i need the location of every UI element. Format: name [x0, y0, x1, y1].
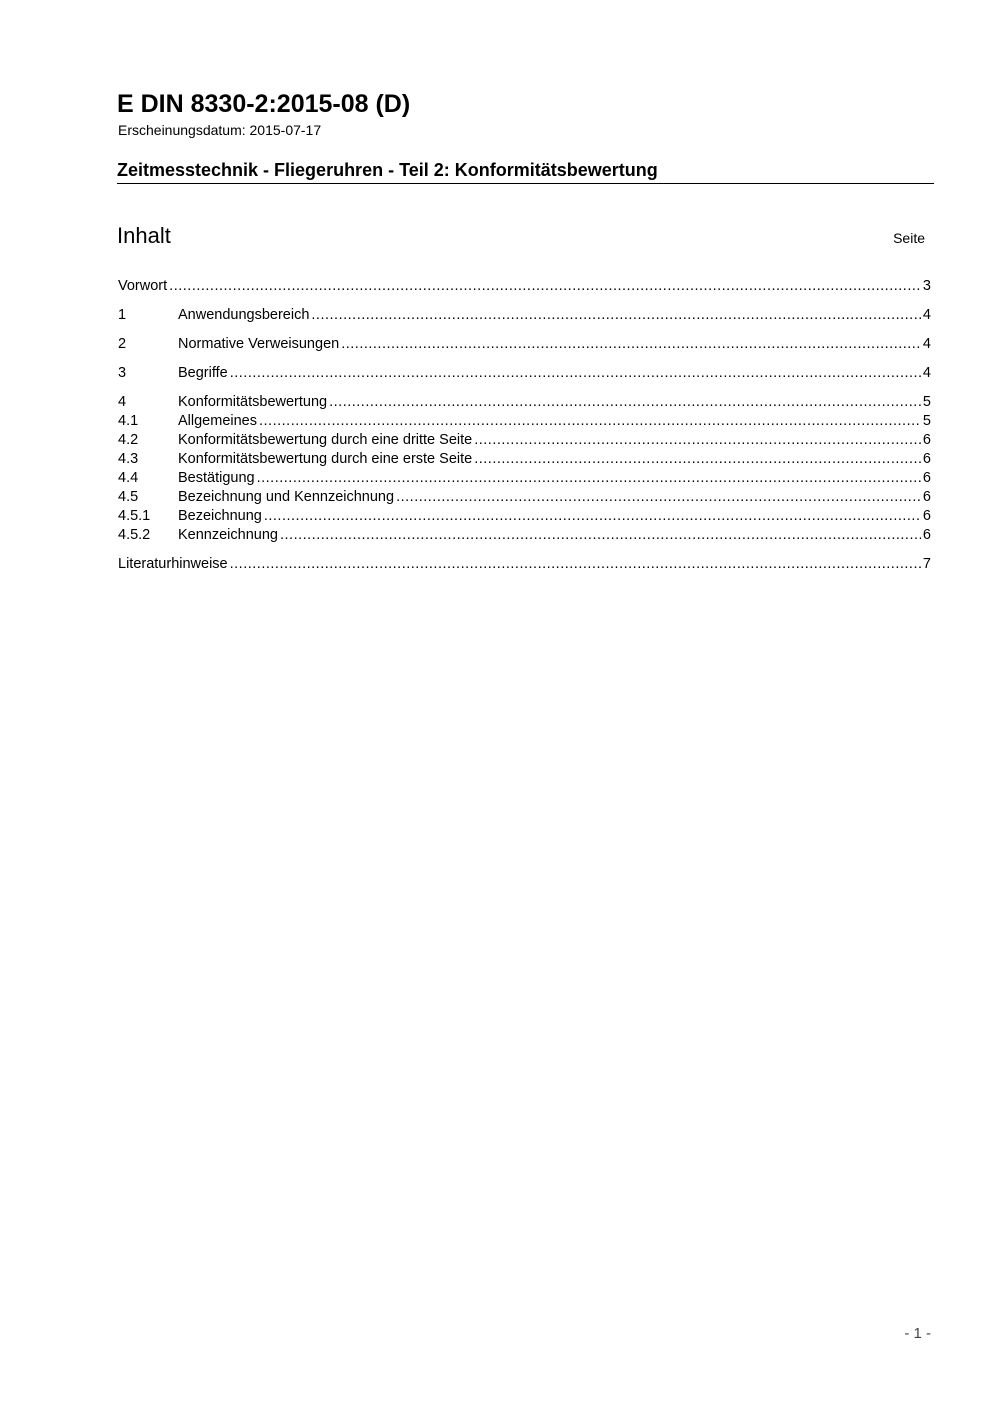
toc-entry-label: Normative Verweisungen: [178, 336, 340, 352]
toc-entry-3[interactable]: [118, 364, 931, 383]
toc-entry-number: 4.5.1: [118, 508, 151, 524]
toc-entry-page: 5: [922, 394, 931, 410]
toc-entry-literaturhinweise[interactable]: [118, 555, 931, 574]
toc-dot-leader: [396, 488, 921, 507]
toc-heading: Inhalt: [117, 223, 171, 248]
toc-entry-number: 1: [118, 307, 127, 323]
toc-dot-leader: [169, 277, 921, 296]
toc-entry-4-1[interactable]: [118, 412, 931, 431]
toc-entry-number: 4.5.2: [118, 527, 151, 543]
toc-dot-leader: [264, 507, 921, 526]
toc-entry-number: 4.2: [118, 432, 139, 448]
toc-dot-leader: [280, 526, 921, 545]
toc-entry-page: 3: [922, 278, 931, 294]
toc-entry-page: 6: [922, 451, 931, 467]
toc-entry-label: Bestätigung: [178, 470, 255, 486]
toc-entry-4-4[interactable]: [118, 469, 931, 488]
toc-entry-label: Begriffe: [178, 365, 228, 381]
toc-entry-page: 6: [922, 489, 931, 505]
toc-entry-number: 4.3: [118, 451, 139, 467]
toc-entry-label: Konformitätsbewertung: [178, 394, 328, 410]
toc-entry-4-5[interactable]: [118, 488, 931, 507]
toc-entry-label: Kennzeichnung: [178, 527, 278, 543]
toc-entry-label: Anwendungsbereich: [178, 307, 310, 323]
toc-entry-vorwort[interactable]: [118, 277, 931, 296]
toc-entry-number: 2: [118, 336, 127, 352]
toc-entry-page: 5: [922, 413, 931, 429]
toc-entry-page: 6: [922, 527, 931, 543]
toc-entry-4-2[interactable]: [118, 431, 931, 450]
toc-entry-page: 7: [922, 556, 931, 572]
toc-entry-4-3[interactable]: [118, 450, 931, 469]
toc-entry-1[interactable]: [118, 306, 931, 325]
toc-dot-leader: [257, 469, 921, 488]
toc-dot-leader: [341, 335, 921, 354]
toc-entry-label: Konformitätsbewertung durch eine dritte Seite: [178, 432, 473, 448]
toc-dot-leader: [311, 306, 921, 325]
toc-entry-number: 4: [118, 394, 127, 410]
toc-dot-leader: [230, 364, 921, 383]
document-title: Zeitmesstechnik - Fliegeruhren - Teil 2: Konformitätsbewertung: [117, 160, 658, 180]
toc-entry-number: 4.4: [118, 470, 139, 486]
toc-entry-label: Bezeichnung und Kennzeichnung: [178, 489, 395, 505]
toc-page-column-label: Seite: [893, 230, 925, 246]
toc-entry-number: 4.1: [118, 413, 139, 429]
toc-entry-page: 4: [922, 307, 931, 323]
title-divider: [117, 183, 934, 184]
toc-entry-4[interactable]: [118, 393, 931, 412]
toc-entry-label: Konformitätsbewertung durch eine erste Seite: [178, 451, 473, 467]
toc-entry-number: 3: [118, 365, 127, 381]
toc-dot-leader: [474, 431, 921, 450]
toc-dot-leader: [259, 412, 921, 431]
toc-entry-label: Bezeichnung: [178, 508, 262, 524]
document-number: E DIN 8330-2:2015-08 (D): [117, 90, 411, 118]
table-of-contents: [118, 277, 931, 574]
toc-entry-page: 4: [922, 365, 931, 381]
publication-date: Erscheinungsdatum: 2015-07-17: [118, 122, 322, 138]
toc-dot-leader: [474, 450, 921, 469]
toc-dot-leader: [329, 393, 921, 412]
toc-entry-page: 6: [922, 470, 931, 486]
toc-entry-4-5-2[interactable]: [118, 526, 931, 545]
toc-entry-label: Allgemeines: [178, 413, 257, 429]
toc-entry-label: Vorwort: [118, 278, 168, 294]
toc-entry-page: 4: [922, 336, 931, 352]
toc-entry-page: 6: [922, 508, 931, 524]
page-number: - 1 -: [904, 1325, 931, 1342]
toc-entry-page: 6: [922, 432, 931, 448]
toc-entry-number: 4.5: [118, 489, 139, 505]
toc-dot-leader: [230, 555, 921, 574]
toc-entry-2[interactable]: [118, 335, 931, 354]
toc-entry-4-5-1[interactable]: [118, 507, 931, 526]
toc-entry-label: Literaturhinweise: [118, 556, 228, 572]
